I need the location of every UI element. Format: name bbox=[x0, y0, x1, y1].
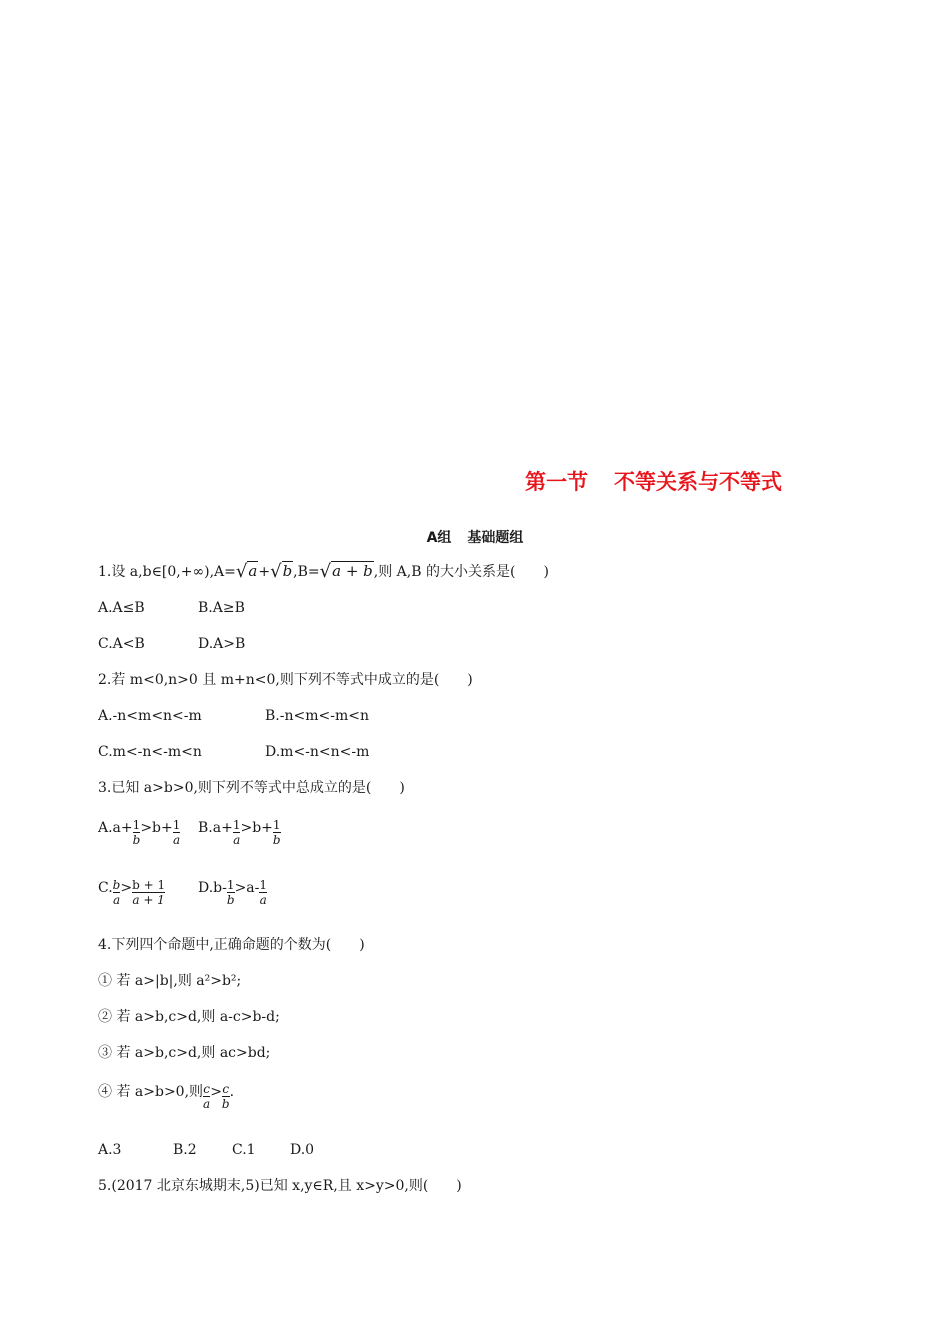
section-name: 不等关系与不等式 bbox=[614, 470, 782, 494]
question-4-option-c: C.1 bbox=[232, 1142, 256, 1158]
question-4-statement-1: ① 若 a>|b|,则 a²>b²; bbox=[98, 973, 242, 989]
question-2-option-a: A.-n<m<n<-m bbox=[98, 708, 202, 724]
question-3-option-b: B.a+ $\frac{1}{a}$ >b+ $\frac{1}{b}$ bbox=[198, 818, 281, 847]
question-2-stem: 2.若 m<0,n>0 且 m+n<0,则下列不等式中成立的是( ) bbox=[98, 672, 473, 688]
question-1-option-c: C.A<B bbox=[98, 636, 145, 652]
question-4-option-a: A.3 bbox=[98, 1142, 122, 1158]
section-number: 第一节 bbox=[525, 470, 588, 494]
question-4-statement-2: ② 若 a>b,c>d,则 a-c>b-d; bbox=[98, 1009, 280, 1025]
question-3-option-d: D.b- $\frac{1}{b}$ >a- $\frac{1}{a}$ bbox=[198, 878, 268, 907]
question-3-option-a: A.a+ $\frac{1}{b}$ >b+ $\frac{1}{a}$ bbox=[98, 818, 181, 847]
group-heading bbox=[0, 527, 950, 547]
question-4-statement-4: ④ 若 a>b>0,则 $\frac{c}{a}$ > $\frac{c}{b}$ . bbox=[98, 1082, 235, 1111]
question-5-stem: 5.(2017 北京东城期末,5)已知 x,y∈R,且 x>y>0,则( ) bbox=[98, 1178, 462, 1194]
question-3-option-c: C. $\frac{b}{a}$ > $\frac{b + 1}{a + 1}$ bbox=[98, 878, 166, 907]
sqrt-a: √a bbox=[235, 561, 258, 582]
question-2-option-d: D.m<-n<n<-m bbox=[265, 744, 370, 760]
group-name: 基础题组 bbox=[467, 530, 524, 546]
question-4-option-b: B.2 bbox=[173, 1142, 197, 1158]
question-4-statement-3: ③ 若 a>b,c>d,则 ac>bd; bbox=[98, 1045, 271, 1061]
question-1-option-b: B.A≥B bbox=[198, 600, 245, 616]
question-1-option-a: A.A≤B bbox=[98, 600, 145, 616]
group-label: A组 bbox=[426, 530, 452, 546]
question-1-option-d: D.A>B bbox=[198, 636, 246, 652]
question-4-stem: 4.下列四个命题中,正确命题的个数为( ) bbox=[98, 937, 365, 953]
question-2-option-c: C.m<-n<-m<n bbox=[98, 744, 202, 760]
section-title bbox=[0, 466, 782, 496]
question-1-stem: 1.设 a,b∈[0,+∞),A=√a+√b,B=√a + b,则 A,B 的大小关系是( ) bbox=[98, 561, 549, 582]
question-4-option-d: D.0 bbox=[290, 1142, 315, 1158]
question-2-option-b: B.-n<m<-m<n bbox=[265, 708, 369, 724]
question-3-stem: 3.已知 a>b>0,则下列不等式中总成立的是( ) bbox=[98, 780, 405, 796]
sqrt-b: √b bbox=[270, 561, 293, 582]
sqrt-a-plus-b: √a + b bbox=[319, 561, 373, 582]
